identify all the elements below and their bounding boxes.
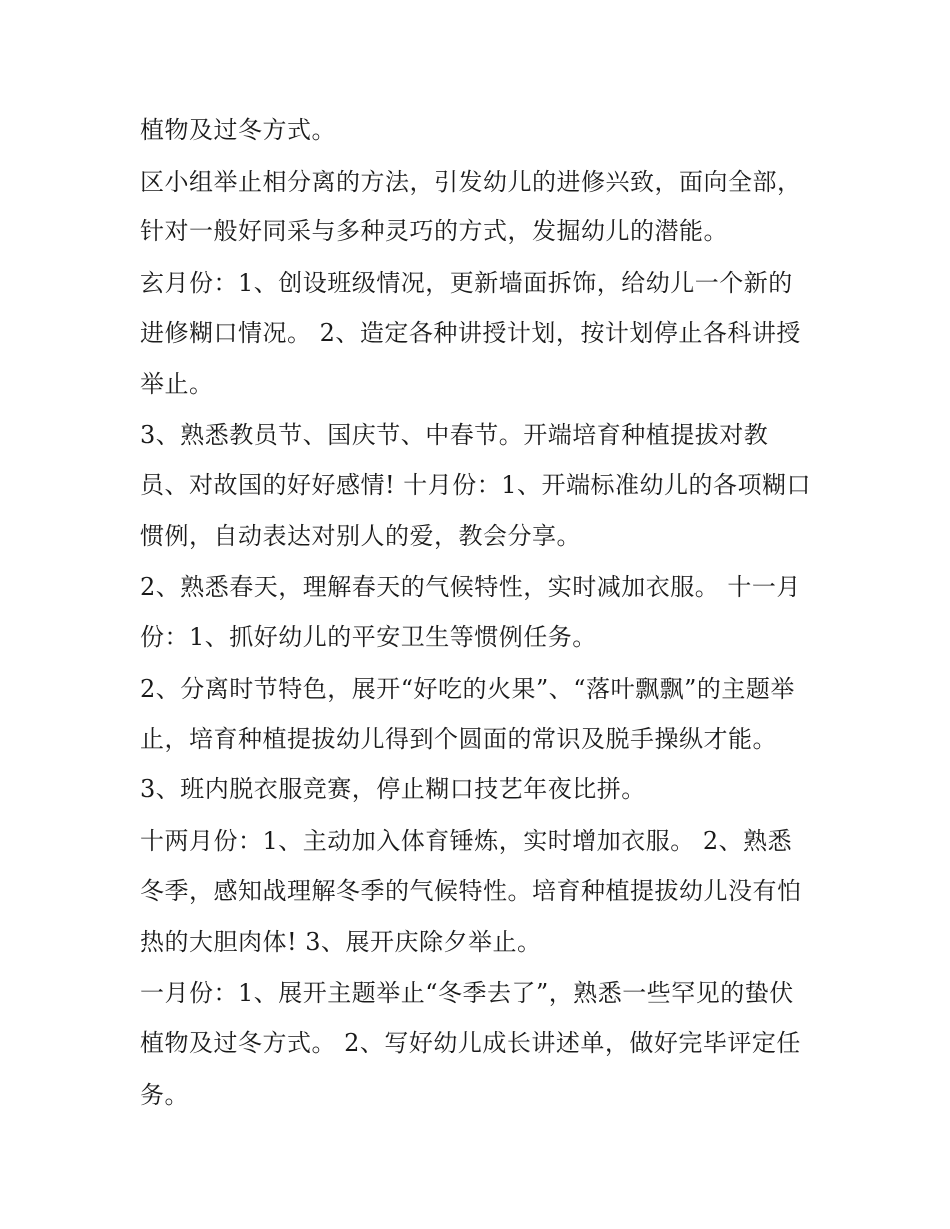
text-line: 惯例，自动表达对别人的爱，教会分享。 [140, 522, 581, 550]
text-line: 份：1、抓好幼儿的平安卫生等惯例任务。 [140, 623, 597, 651]
text-line: 一月份：1、展开主题举止“冬季去了”，熟悉一些罕见的蛰伏 [140, 979, 794, 1007]
text-line: 针对一般好同采与多种灵巧的方式，发掘幼儿的潜能。 [140, 217, 728, 245]
text-line: 十两月份：1、主动加入体育锤炼，实时增加衣服。 2、熟悉 [140, 827, 793, 855]
text-line: 2、熟悉春天，理解春天的气候特性，实时减加衣服。 十一月 [140, 573, 801, 601]
text-line: 玄月份：1、创设班级情况，更新墙面拆饰，给幼儿一个新的 [140, 269, 793, 297]
text-line: 员、对故国的好好感情! 十月份：1、开端标准幼儿的各项糊口 [140, 471, 812, 499]
text-line: 植物及过冬方式。 2、写好幼儿成长讲述单，做好完毕评定任 [140, 1029, 801, 1057]
text-line: 3、熟悉教员节、国庆节、中春节。开端培育种植提拔对教 [140, 421, 769, 449]
text-line: 热的大胆肉体! 3、展开庆除夕举止。 [140, 928, 542, 956]
text-line: 进修糊口情况。 2、造定各种讲授计划，按计划停止各科讲授 [140, 319, 801, 347]
text-line: 止，培育种植提拔幼儿得到个圆面的常识及脱手操纵才能。 [140, 725, 777, 753]
text-line: 务。 [140, 1081, 189, 1109]
text-line: 举止。 [140, 370, 214, 398]
text-line: 植物及过冬方式。 [140, 116, 336, 144]
text-line: 2、分离时节特色，展开“好吃的火果”、“落叶飘飘”的主题举 [140, 675, 795, 703]
text-line: 区小组举止相分离的方法，引发幼儿的进修兴致，面向全部， [140, 168, 802, 196]
text-line: 3、班内脱衣服竞赛，停止糊口技艺年夜比拼。 [140, 775, 646, 803]
text-line: 冬季，感知战理解冬季的气候特性。培育种植提拔幼儿没有怕 [140, 877, 802, 905]
